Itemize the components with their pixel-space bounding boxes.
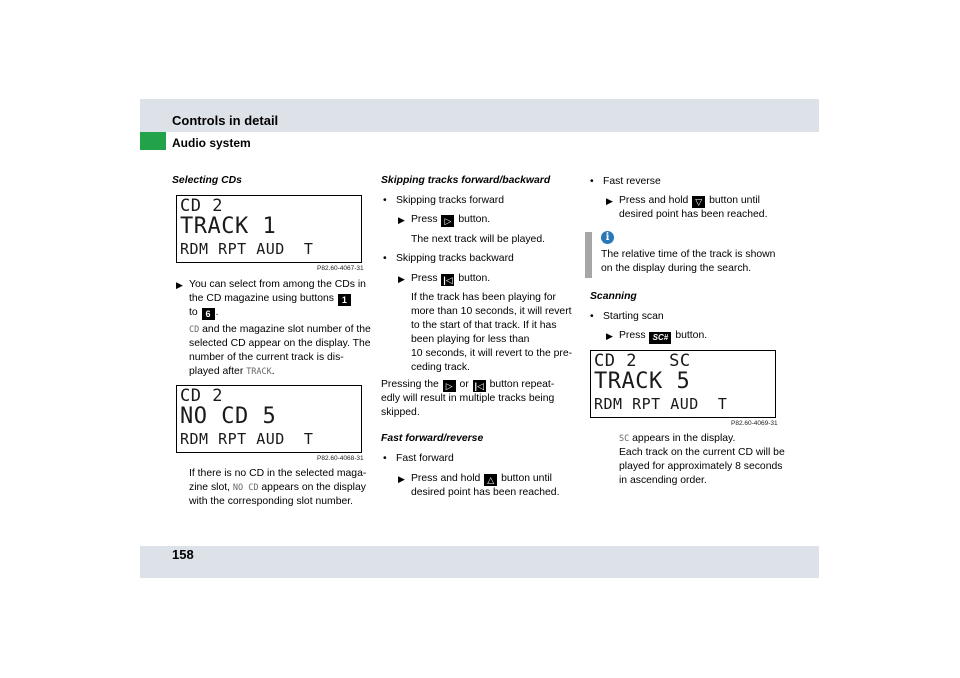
arrow-icon: ▶: [176, 280, 183, 290]
bullet-starting-scan: • Starting scan: [590, 311, 664, 322]
display-line-3: RDM RPT AUD T: [180, 240, 314, 258]
step-skip-forward: ▶ Press ▷ button.: [398, 214, 491, 226]
info-note: The relative time of the track is shown on the display during the search.: [601, 249, 776, 274]
cd-display-1: [176, 195, 362, 263]
section-title: Audio system: [172, 136, 251, 150]
figure-ref: P82.60-4069-31: [731, 420, 778, 427]
display-line-2: TRACK 1: [180, 214, 277, 239]
heading-scanning: Scanning: [590, 291, 637, 302]
step-fast-reverse: ▶ Press and hold ▽ button until desired point has been reached.: [606, 195, 768, 220]
arrow-icon: ▶: [398, 274, 405, 284]
scan-button-icon: SC#: [649, 332, 671, 344]
info-icon: i: [601, 231, 614, 244]
figure-ref: P82.60-4068-31: [317, 455, 364, 462]
arrow-icon: ▶: [398, 215, 405, 225]
display-line-1: CD 2: [180, 196, 223, 216]
heading-selecting-cds: Selecting CDs: [172, 175, 242, 186]
bullet-skip-forward: • Skipping tracks forward: [383, 195, 504, 206]
bullet-skip-backward: • Skipping tracks backward: [383, 253, 514, 264]
display-line-3: RDM RPT AUD T: [594, 395, 728, 413]
down-button-icon: ▽: [692, 196, 705, 208]
para-cd-display: CD and the magazine slot number of the selected CD appear on the display. The number of the current track is dis- played after TRACK.: [189, 324, 371, 377]
arrow-icon: ▶: [606, 331, 613, 341]
cd-display-2: [176, 385, 362, 453]
arrow-icon: ▶: [606, 196, 613, 206]
skip-backward-icon: |◁: [443, 275, 453, 285]
step-starting-scan: ▶ Press SC# button.: [606, 330, 708, 342]
skip-forward-icon: ▷: [441, 215, 454, 227]
page-number: 158: [172, 547, 194, 562]
bullet-fast-reverse: • Fast reverse: [590, 176, 661, 187]
display-line-2: TRACK 5: [594, 369, 691, 394]
cd-display-3: [590, 350, 776, 418]
step-fast-forward: ▶ Press and hold △ button until desired point has been reached.: [398, 473, 560, 498]
key-1-icon: 1: [338, 294, 351, 306]
heading-fast-forward-reverse: Fast forward/reverse: [381, 433, 484, 444]
bullet-fast-forward: • Fast forward: [383, 453, 454, 464]
step-select-cd: ▶ You can select from among the CDs in the CD magazine using buttons 1 to 6 .: [176, 279, 366, 319]
step-skip-backward: ▶ Press |◁ button.: [398, 273, 491, 285]
arrow-icon: ▶: [398, 474, 405, 484]
key-6-icon: 6: [202, 308, 215, 320]
skip-backward-icon: |◁: [474, 381, 484, 391]
heading-skipping-tracks: Skipping tracks forward/backward: [381, 175, 551, 186]
page-title: Controls in detail: [172, 113, 279, 128]
figure-ref: P82.60-4067-31: [317, 265, 364, 272]
display-line-1: CD 2: [180, 386, 223, 406]
display-line-3: RDM RPT AUD T: [180, 430, 314, 448]
note-skip-backward: If the track has been playing for more than 10 seconds, it will revert to the start of that track. If it has been playing for less than 10 seconds, it will revert to the pre- ceding track.: [411, 292, 573, 373]
skip-forward-icon: ▷: [443, 380, 456, 392]
para-no-cd: If there is no CD in the selected maga- zine slot, NO CD appears on the display with the corresponding slot number.: [189, 468, 367, 507]
para-scan: SC appears in the display. Each track on the current CD will be played for approximately 8 seconds in ascending order.: [619, 433, 785, 486]
display-line-1: CD 2 SC: [594, 351, 691, 371]
para-repeat: Pressing the ▷ or |◁ button repeat- edly will result in multiple tracks being skipped.: [381, 379, 555, 418]
display-line-2: NO CD 5: [180, 404, 277, 429]
info-bar: [585, 232, 592, 278]
note-next-track: The next track will be played.: [411, 234, 545, 245]
section-marker: [140, 132, 166, 150]
footer-band: [140, 546, 819, 578]
up-button-icon: △: [484, 474, 497, 486]
